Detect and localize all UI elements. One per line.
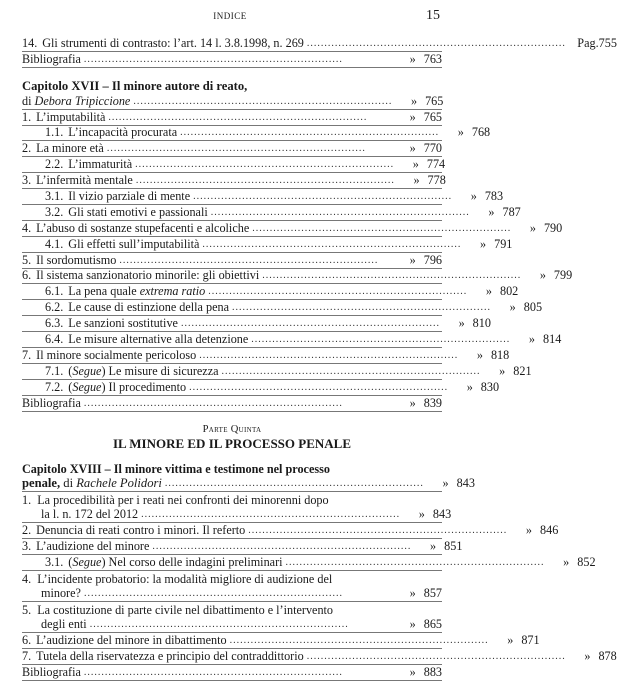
entry-number: 2. bbox=[22, 141, 32, 156]
leader-dots: .......................................................................... bbox=[83, 666, 343, 678]
toc-entry[interactable] bbox=[22, 125, 491, 141]
toc-entry[interactable]: 7. Tutela della riservatezza e principio del contraddittorio .......................................................................... » 878 bbox=[22, 648, 617, 663]
leader-dots: .......................................................................... bbox=[108, 111, 368, 123]
leader-dots: .......................................................................... bbox=[210, 206, 470, 218]
entry-title: Le sanzioni sostitutive bbox=[68, 316, 178, 331]
leader-dots: .......................................................................... bbox=[232, 302, 492, 314]
entry-title: Il sordomutismo bbox=[36, 252, 117, 267]
entry-title: Gli effetti sull’imputabilità bbox=[68, 236, 200, 251]
entry-page: » 818 bbox=[476, 347, 510, 362]
entry-page: » 843 bbox=[418, 507, 452, 522]
toc-entry-continuation[interactable]: minore? .......................................................................... » 857 bbox=[22, 587, 442, 602]
entry-page: » 768 bbox=[457, 125, 491, 140]
toc-entry[interactable] bbox=[22, 204, 521, 221]
entry-page: » 765 bbox=[409, 109, 442, 124]
toc-entry-bibliography[interactable]: Bibliografia .......................................................................... » 883 bbox=[22, 664, 442, 679]
entry-page: » 778 bbox=[413, 173, 446, 188]
toc-entry[interactable] bbox=[22, 363, 532, 380]
toc-entry[interactable]: 4. L’incidente probatorio: la modalità migliore di audizione del bbox=[22, 571, 333, 586]
entry-number: 6.3. bbox=[45, 316, 64, 331]
entry-title: Le misure alternative alla detenzione bbox=[68, 332, 249, 347]
entry-page: » 852 bbox=[563, 555, 596, 570]
leader-dots: .......................................................................... bbox=[141, 509, 401, 521]
leader-dots: .......................................................................... bbox=[119, 254, 379, 266]
entry-page: » 802 bbox=[485, 284, 519, 299]
toc-entry[interactable]: 1. La procedibilità per i reati nei confronti dei minorenni dopo bbox=[22, 493, 329, 508]
entry-page: » 857 bbox=[409, 585, 442, 600]
entry-number: 6.1. bbox=[45, 284, 64, 299]
entry-title: Bibliografia bbox=[22, 395, 81, 410]
toc-entry[interactable] bbox=[22, 36, 617, 52]
entry-page: » 878 bbox=[584, 648, 617, 663]
toc-entry[interactable]: 3. L’audizione del minore .......................................................................... » 851 bbox=[22, 539, 463, 554]
entry-number: 14. bbox=[22, 36, 38, 50]
page-header bbox=[0, 8, 460, 28]
entry-page: » 799 bbox=[539, 268, 573, 283]
entry-page: » 787 bbox=[488, 204, 521, 219]
leader-dots: .......................................................................... bbox=[262, 270, 522, 282]
leader-dots: .......................................................................... bbox=[83, 587, 343, 599]
entry-number: 1. bbox=[22, 109, 32, 124]
leader-dots: .......................................................................... bbox=[306, 38, 566, 49]
leader-dots: .......................................................................... bbox=[202, 238, 462, 250]
leader-dots: .......................................................................... bbox=[152, 541, 412, 553]
leader-dots: .......................................................................... bbox=[83, 397, 343, 409]
toc-entry[interactable] bbox=[22, 316, 491, 332]
leader-dots: .......................................................................... bbox=[221, 365, 481, 377]
toc-entry-continuation[interactable]: degli enti .......................................................................... » 865 bbox=[22, 618, 442, 633]
leader-dots: .......................................................................... bbox=[285, 557, 545, 569]
entry-number: 7.1. bbox=[45, 363, 64, 378]
entry-title: L’infermità mentale bbox=[36, 173, 133, 188]
entry-number: 3.1. bbox=[45, 189, 64, 204]
entry-page: » 865 bbox=[409, 616, 442, 631]
entry-page: » 871 bbox=[507, 632, 540, 647]
table-of-contents bbox=[22, 36, 617, 681]
leader-dots: .......................................................................... bbox=[133, 95, 393, 107]
entry-title: L’immaturità bbox=[68, 157, 133, 172]
chapter-author[interactable]: penale, di Rachele Polidori .......................................................................... » 843 bbox=[22, 476, 475, 491]
toc-entry[interactable] bbox=[22, 189, 504, 205]
entry-number: 1.1. bbox=[45, 125, 64, 140]
leader-dots: .......................................................................... bbox=[251, 334, 511, 346]
toc-entry-continuation[interactable]: la l. n. 172 del 2012 .......................................................................... » 843 bbox=[22, 508, 442, 523]
page-number: 15 bbox=[426, 8, 440, 23]
entry-number: 4.1. bbox=[45, 236, 64, 251]
entry-page: » 883 bbox=[409, 664, 442, 679]
chapter-heading[interactable]: Capitolo XVII – Il minore autore di reato, bbox=[22, 78, 248, 93]
leader-dots: .......................................................................... bbox=[189, 381, 449, 393]
entry-number: 4. bbox=[22, 220, 32, 235]
toc-entry[interactable] bbox=[22, 379, 500, 396]
entry-page: » 810 bbox=[458, 316, 491, 331]
leader-dots: .......................................................................... bbox=[106, 143, 366, 155]
entry-title: Gli stati emotivi e passionali bbox=[68, 204, 208, 219]
leader-dots: .......................................................................... bbox=[252, 222, 512, 234]
entry-page: Pag.755 bbox=[577, 36, 617, 50]
leader-dots: .......................................................................... bbox=[135, 159, 395, 171]
leader-dots: .......................................................................... bbox=[180, 127, 440, 139]
entry-number: 7. bbox=[22, 347, 32, 362]
entry-title: L’incapacità procurata bbox=[68, 125, 178, 140]
toc-entry[interactable] bbox=[22, 332, 562, 348]
entry-number: 6.2. bbox=[45, 300, 64, 315]
leader-dots: .......................................................................... bbox=[135, 175, 395, 187]
entry-title: Gli strumenti di contrasto: l’art. 14 l. 3.8.1998, n. 269 bbox=[42, 36, 304, 50]
entry-page: » 790 bbox=[529, 220, 563, 235]
toc-entry[interactable] bbox=[22, 300, 543, 316]
entry-number: 7.2. bbox=[45, 379, 64, 394]
toc-entry[interactable] bbox=[22, 347, 510, 364]
leader-dots: .......................................................................... bbox=[208, 286, 468, 298]
toc-entry[interactable] bbox=[22, 157, 446, 173]
part-label: Parte Quinta bbox=[202, 424, 262, 436]
entry-title: La pena quale extrema ratio bbox=[68, 284, 206, 299]
entry-page: » 846 bbox=[525, 523, 559, 538]
toc-entry[interactable] bbox=[22, 111, 442, 126]
entry-title: L’abuso di sostanze stupefacenti e alcoliche bbox=[36, 220, 250, 235]
entry-page: » 843 bbox=[442, 476, 475, 491]
toc-entry-bibliography[interactable] bbox=[22, 53, 442, 68]
entry-title: Il vizio parziale di mente bbox=[68, 189, 191, 204]
toc-entry[interactable] bbox=[22, 268, 573, 284]
toc-entry[interactable] bbox=[22, 220, 563, 237]
entry-number: 5. bbox=[22, 252, 32, 267]
leader-dots: .......................................................................... bbox=[180, 318, 440, 330]
toc-entry[interactable]: 5. La costituzione di parte civile nel dibattimento e l’intervento bbox=[22, 602, 334, 617]
leader-dots: .......................................................................... bbox=[248, 525, 508, 537]
toc-entry[interactable] bbox=[22, 236, 513, 253]
leader-dots: .......................................................................... bbox=[229, 634, 489, 646]
entry-title: L’imputabilità bbox=[36, 109, 106, 124]
entry-page: » 791 bbox=[480, 236, 513, 251]
entry-page: » 805 bbox=[509, 300, 543, 315]
entry-page: » 783 bbox=[470, 189, 504, 204]
entry-number: 3.2. bbox=[45, 204, 64, 219]
entry-number: 3. bbox=[22, 173, 32, 188]
part-title: IL MINORE ED IL PROCESSO PENALE bbox=[112, 436, 352, 452]
entry-title: Le cause di estinzione della pena bbox=[68, 300, 230, 315]
entry-title: La minore età bbox=[36, 141, 104, 156]
author-name: Rachele Polidori bbox=[76, 476, 162, 491]
running-title: INDICE bbox=[213, 11, 247, 21]
toc-entry-bibliography[interactable] bbox=[22, 397, 442, 412]
entry-title: (Segue) Le misure di sicurezza bbox=[68, 363, 219, 378]
entry-page: » 796 bbox=[409, 252, 442, 267]
leader-dots: .......................................................................... bbox=[306, 650, 566, 662]
entry-page: » 770 bbox=[409, 141, 442, 156]
entry-page: » 821 bbox=[499, 363, 532, 378]
toc-entry[interactable] bbox=[22, 173, 446, 189]
entry-page: » 830 bbox=[466, 379, 500, 394]
entry-title: Il sistema sanzionatorio minorile: gli obiettivi bbox=[36, 268, 260, 283]
entry-number: 6. bbox=[22, 268, 32, 283]
leader-dots: .......................................................................... bbox=[83, 53, 343, 65]
chapter-heading[interactable]: Capitolo XVIII – Il minore vittima e testimone nel processo bbox=[22, 462, 330, 477]
toc-entry[interactable] bbox=[22, 284, 519, 300]
toc-entry[interactable]: 6. L’audizione del minore in dibattimento .......................................................................... » 871 bbox=[22, 632, 540, 647]
entry-page: » 851 bbox=[430, 539, 463, 554]
toc-entry[interactable]: 2. Denuncia di reati contro i minori. Il referto .......................................................................... » 846 bbox=[22, 523, 559, 538]
toc-entry[interactable] bbox=[22, 254, 442, 269]
leader-dots: .......................................................................... bbox=[164, 478, 424, 490]
toc-entry[interactable] bbox=[22, 142, 442, 157]
toc-entry[interactable]: 3.1. (Segue) Nel corso delle indagini preliminari .......................................................................... » 852 bbox=[22, 556, 442, 571]
entry-title: (Segue) Il procedimento bbox=[68, 379, 187, 394]
entry-page: » 765 bbox=[410, 93, 444, 108]
chapter-author[interactable]: di Debora Tripiccione .......................................................................... » 765 bbox=[22, 93, 444, 108]
entry-page: » 774 bbox=[412, 157, 446, 172]
leader-dots: .......................................................................... bbox=[199, 349, 459, 361]
author-name: Debora Tripiccione bbox=[34, 93, 131, 108]
entry-number: 6.4. bbox=[45, 332, 64, 347]
entry-page: » 763 bbox=[409, 51, 442, 66]
leader-dots: .......................................................................... bbox=[89, 618, 349, 630]
leader-dots: .......................................................................... bbox=[193, 191, 453, 203]
entry-number: 2.2. bbox=[45, 157, 64, 172]
entry-page: » 814 bbox=[528, 332, 562, 347]
entry-title: Il minore socialmente pericoloso bbox=[36, 347, 197, 362]
entry-page: » 839 bbox=[409, 395, 442, 410]
entry-title: Bibliografia bbox=[22, 51, 81, 66]
